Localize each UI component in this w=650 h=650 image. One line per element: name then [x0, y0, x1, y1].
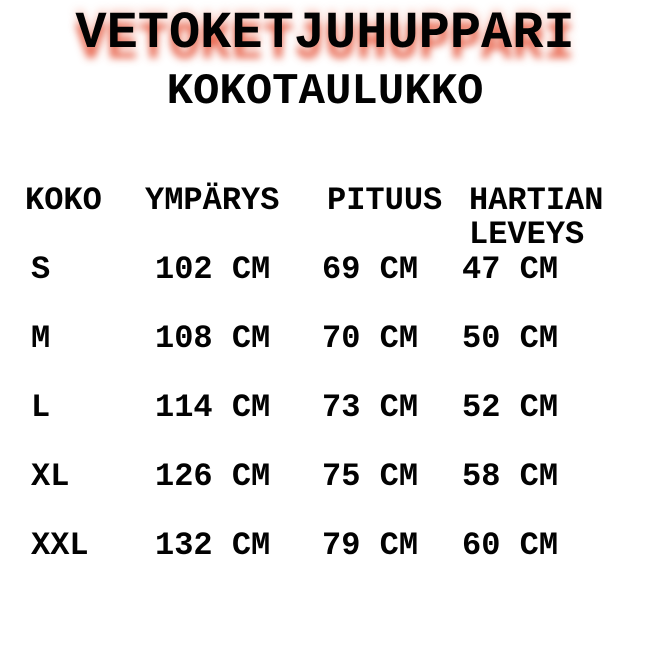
page-title: VETOKETJUHUPPARI: [75, 4, 575, 63]
size-cell: XL: [31, 458, 70, 495]
column-header-koko: KOKO: [25, 182, 102, 219]
column-header-hartian-leveys: [462, 182, 650, 253]
chest-circumference-cell: 114 CM: [155, 389, 271, 426]
length-cell: 70 CM: [322, 320, 419, 357]
length-cell: 79 CM: [322, 527, 419, 564]
length-cell: 69 CM: [322, 251, 419, 288]
page-subtitle: KOKOTAULUKKO: [166, 67, 484, 117]
shoulder-width-cell: 47 CM: [462, 251, 559, 288]
column-header-ymparys: YMPÄRYS: [145, 182, 280, 219]
shoulder-width-cell: 52 CM: [462, 389, 559, 426]
chest-circumference-cell: 102 CM: [155, 251, 271, 288]
shoulder-width-cell: 50 CM: [462, 320, 559, 357]
length-cell: 73 CM: [322, 389, 419, 426]
chest-circumference-cell: 126 CM: [155, 458, 271, 495]
size-chart-page: [0, 4, 650, 650]
column-header-hartian-line2: LEVEYS: [469, 216, 585, 253]
shoulder-width-cell: 60 CM: [462, 527, 559, 564]
size-cell: L: [31, 389, 51, 426]
chest-circumference-cell: 108 CM: [155, 320, 271, 357]
column-header-pituus: PITUUS: [327, 182, 443, 219]
chest-circumference-cell: 132 CM: [155, 527, 271, 564]
size-cell: M: [31, 320, 51, 357]
shoulder-width-cell: 58 CM: [462, 458, 559, 495]
size-cell: XXL: [31, 527, 89, 564]
length-cell: 75 CM: [322, 458, 419, 495]
size-cell: S: [31, 251, 51, 288]
size-table: [25, 184, 650, 563]
column-header-hartian-line1: HARTIAN: [469, 182, 604, 219]
header: [0, 4, 650, 117]
